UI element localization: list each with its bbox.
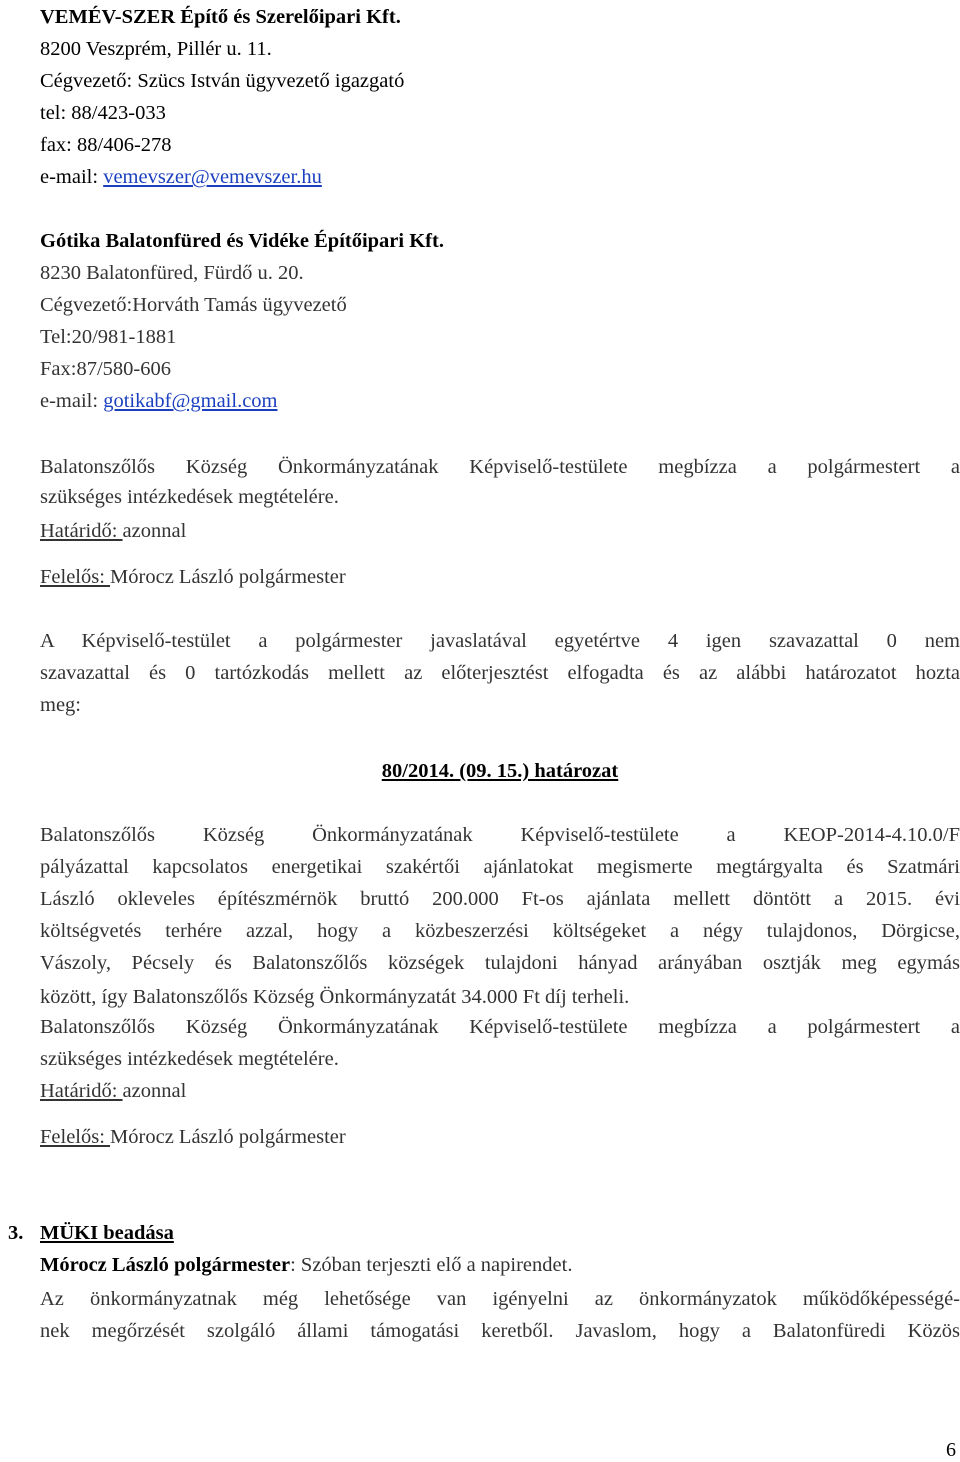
company1-fax: fax: 88/406-278 bbox=[40, 134, 172, 156]
company1-email-link[interactable]: vemevszer@vemevszer.hu bbox=[103, 166, 322, 188]
item3-speaker-line bbox=[40, 1252, 572, 1278]
block1-line1: Balatonszőlős Község Önkormányzatának Képviselő-testülete megbízza a polgármestert a bbox=[40, 456, 960, 478]
company2-email-link[interactable]: gotikabf@gmail.com bbox=[103, 390, 278, 412]
deadline-value: azonnal bbox=[122, 520, 187, 542]
company2-name: Gótika Balatonfüred és Vidéke Építőipari Kft. bbox=[40, 230, 444, 252]
item3-line2: nek megőrzését szolgáló állami támogatási keretből. Javaslom, hogy a Balatonfüredi Közös bbox=[40, 1320, 960, 1342]
resolution-line: Vászoly, Pécsely és Balatonszőlős községek tulajdoni hányad arányában osztják meg egymás bbox=[40, 952, 960, 974]
item3-line1: Az önkormányzatnak még lehetősége van igényelni az önkormányzatok működőképességé- bbox=[40, 1288, 960, 1310]
vote-line1: A Képviselő-testület a polgármester javaslatával egyetértve 4 igen szavazattal 0 nem bbox=[40, 630, 960, 652]
resolution-line: pályázattal kapcsolatos energetikai szakértői ajánlatokat megismerte megtárgyalta és Szatmári bbox=[40, 856, 960, 878]
item3-speaker: Mórocz László polgármester bbox=[40, 1254, 291, 1276]
item3-number: 3. bbox=[8, 1222, 24, 1244]
company2-email-line bbox=[40, 388, 278, 414]
block1-line2: szükséges intézkedések megtételére. bbox=[40, 486, 339, 508]
block1-responsible bbox=[40, 564, 346, 590]
resolution-title: 80/2014. (09. 15.) határozat bbox=[381, 760, 619, 782]
block1-deadline bbox=[40, 518, 186, 544]
company2-manager: Cégvezető:Horváth Tamás ügyvezető bbox=[40, 294, 347, 316]
vote-line3: meg: bbox=[40, 694, 81, 716]
vote-line2: szavazattal és 0 tartózkodás mellett az előterjesztést elfogadta és az alábbi határozatot hozta bbox=[40, 662, 960, 684]
item3-speaker-text: : Szóban terjeszti elő a napirendet. bbox=[290, 1254, 573, 1276]
resolution-line: László okleveles építészmérnök bruttó 200.000 Ft-os ajánlata mellett döntött a 2015. évi bbox=[40, 888, 960, 910]
company2-tel: Tel:20/981-1881 bbox=[40, 326, 177, 348]
deadline-value: azonnal bbox=[122, 1080, 187, 1102]
resolution-line: szükséges intézkedések megtételére. bbox=[40, 1048, 339, 1070]
responsible-label: Felelős: bbox=[40, 566, 111, 588]
deadline-label: Határidő: bbox=[40, 1080, 123, 1102]
resolution-line: Balatonszőlős Község Önkormányzatának Képviselő-testülete megbízza a polgármestert a bbox=[40, 1016, 960, 1038]
company1-tel: tel: 88/423-033 bbox=[40, 102, 166, 124]
company2-address: 8230 Balatonfüred, Fürdő u. 20. bbox=[40, 262, 304, 284]
company1-name: VEMÉV-SZER Építő és Szerelőipari Kft. bbox=[40, 6, 401, 28]
item3-title: MÜKI beadása bbox=[40, 1222, 174, 1244]
company1-address: 8200 Veszprém, Pillér u. 11. bbox=[40, 38, 272, 60]
responsible-value: Mórocz László polgármester bbox=[110, 566, 346, 588]
resolution-line: Balatonszőlős Község Önkormányzatának Képviselő-testülete a KEOP-2014-4.10.0/F bbox=[40, 824, 960, 846]
resolution-responsible bbox=[40, 1124, 346, 1150]
email-label: e-mail: bbox=[40, 390, 104, 412]
company1-email-line bbox=[40, 164, 322, 190]
responsible-value: Mórocz László polgármester bbox=[110, 1126, 346, 1148]
responsible-label: Felelős: bbox=[40, 1126, 111, 1148]
email-label: e-mail: bbox=[40, 166, 104, 188]
deadline-label: Határidő: bbox=[40, 520, 123, 542]
company1-manager: Cégvezető: Szücs István ügyvezető igazgató bbox=[40, 70, 405, 92]
resolution-line: között, így Balatonszőlős Község Önkormányzatát 34.000 Ft díj terheli. bbox=[40, 986, 630, 1008]
company2-fax: Fax:87/580-606 bbox=[40, 358, 171, 380]
page-number: 6 bbox=[946, 1439, 956, 1461]
resolution-line: költségvetés terhére azzal, hogy a közbeszerzési költségeket a négy tulajdonos, Dörgicse, bbox=[40, 920, 960, 942]
resolution-deadline bbox=[40, 1078, 186, 1104]
